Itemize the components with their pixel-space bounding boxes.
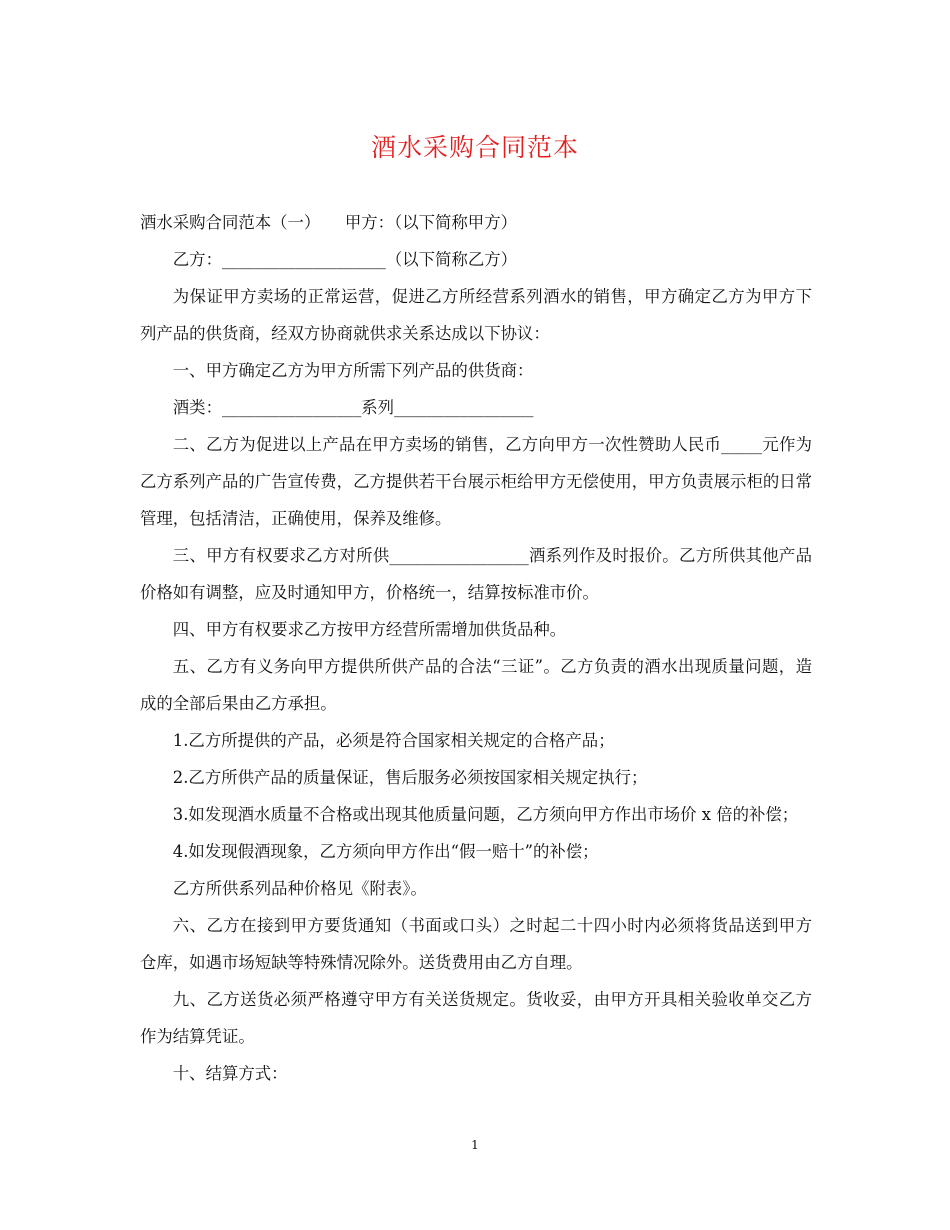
paragraph-item-4: 4.如发现假酒现象，乙方须向甲方作出“假一赔十”的补偿；: [172, 842, 599, 861]
paragraph-clause-4: 四、甲方有权要求乙方按甲方经营所需增加供货品种。: [172, 620, 567, 639]
paragraph-clause-1: 一、甲方确定乙方为甲方所需下列产品的供货商：: [172, 361, 534, 380]
paragraph-clause-6: 六、乙方在接到甲方要货通知（书面或口头）之时起二十四小时内必须将货品送到甲方仓库，如遇市场短缺等特殊情况除外。送货费用由乙方自理。: [140, 916, 812, 972]
paragraph-item-1: 1.乙方所提供的产品，必须是符合国家相关规定的合格产品；: [172, 731, 615, 750]
paragraph-clause-2: 二、乙方为促进以上产品在甲方卖场的销售，乙方向甲方一次性赞助人民币_____元作为乙方系列产品的广告宣传费，乙方提供若干台展示柜给甲方无偿使用，甲方负责展示柜的日常管理，包括清洁，正确使用，保养及维修。: [140, 435, 813, 528]
page-number: 1: [471, 1138, 479, 1152]
paragraph-liquor-type: 酒类：_________________系列_________________: [172, 398, 534, 417]
document-body: [140, 204, 812, 1092]
paragraph-price-list: 乙方所供系列品种价格见《附表》。: [172, 879, 427, 898]
paragraph-clause-9: 九、乙方送货必须严格遵守甲方有关送货规定。货收妥，由甲方开具相关验收单交乙方作为结算凭证。: [140, 990, 812, 1046]
paragraph-clause-5: 五、乙方有义务向甲方提供所供产品的合法“三证”。乙方负责的酒水出现质量问题，造成的全部后果由乙方承担。: [140, 657, 812, 713]
paragraph-clause-10: 十、结算方式：: [172, 1064, 288, 1083]
document-title: 酒水采购合同范本: [370, 133, 579, 162]
paragraph-item-3: 3.如发现酒水质量不合格或出现其他质量问题，乙方须向甲方作出市场价 x 倍的补偿；: [172, 805, 799, 824]
paragraph-clause-3: 三、甲方有权要求乙方对所供_________________酒系列作及时报价。乙方所供其他产品价格如有调整，应及时通知甲方，价格统一，结算按标准市价。: [140, 546, 812, 602]
paragraph-purpose: 为保证甲方卖场的正常运营，促进乙方所经营系列酒水的销售，甲方确定乙方为甲方下列产品的供货商，经双方协商就供求关系达成以下协议：: [140, 287, 812, 343]
paragraph-intro-parties: 酒水采购合同范本（一） 甲方：（以下简称甲方）: [140, 213, 517, 232]
paragraph-item-2: 2.乙方所供产品的质量保证，售后服务必须按国家相关规定执行；: [172, 768, 648, 787]
paragraph-party-b: 乙方：____________________（以下简称乙方）: [172, 250, 517, 269]
